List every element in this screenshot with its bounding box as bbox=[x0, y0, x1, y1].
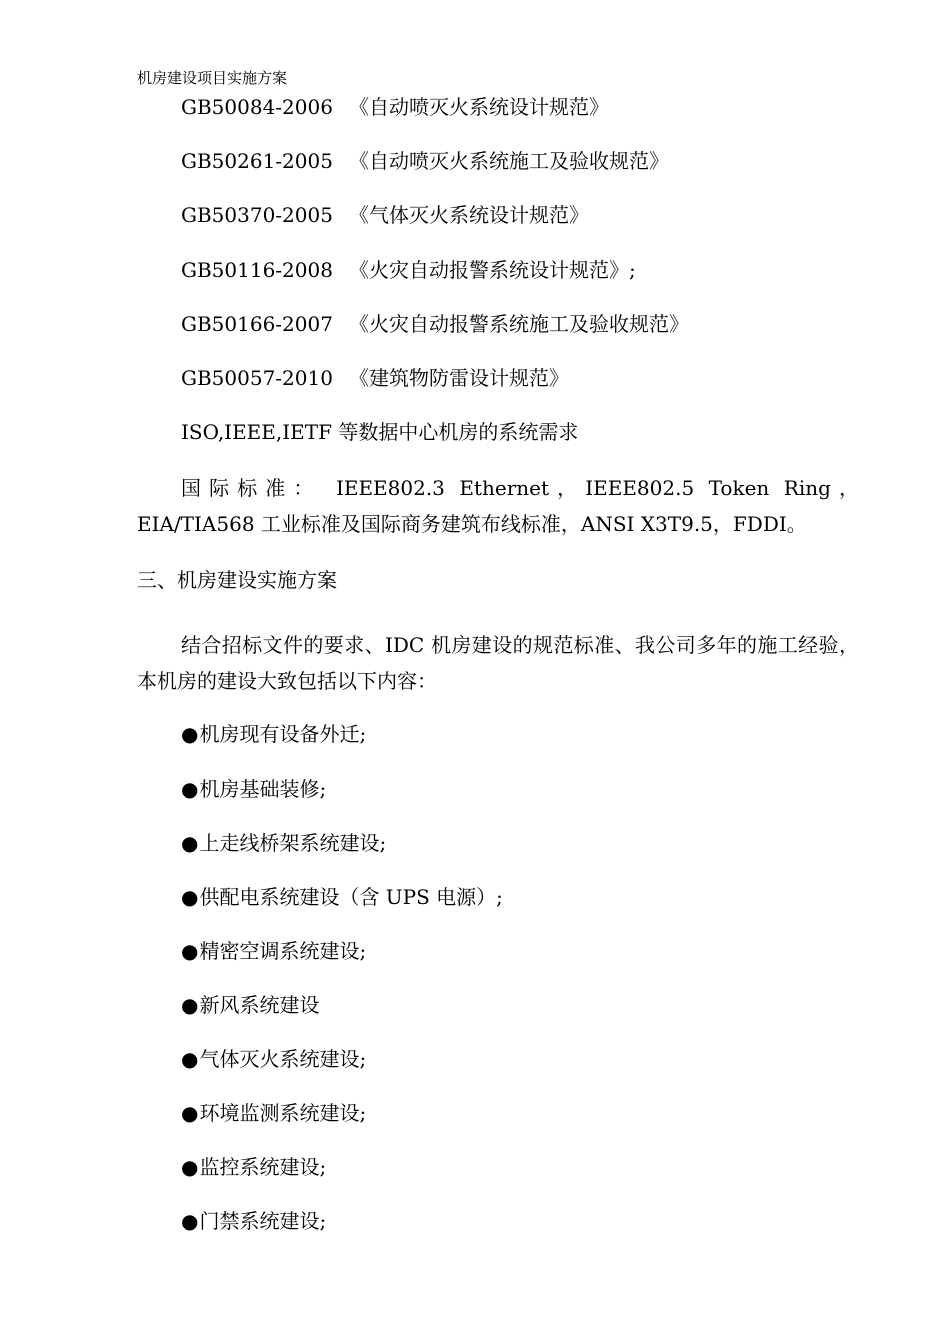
bullet-icon: ● bbox=[181, 777, 199, 801]
list-item-text: 门禁系统建设; bbox=[199, 1209, 327, 1233]
list-item-text: 供配电系统建设（含 UPS 电源）; bbox=[199, 885, 503, 909]
standard-item bbox=[181, 256, 636, 284]
list-item bbox=[181, 1045, 366, 1073]
list-item-text: 上走线桥架系统建设; bbox=[199, 831, 387, 855]
bullet-icon: ● bbox=[181, 993, 199, 1017]
standard-code: GB50084-2006 bbox=[181, 95, 333, 119]
list-item bbox=[181, 937, 366, 965]
list-item-text: 精密空调系统建设; bbox=[199, 939, 367, 963]
standard-title: 《火灾自动报警系统施工及验收规范》 bbox=[349, 312, 689, 336]
list-item-text: 新风系统建设 bbox=[199, 993, 320, 1017]
standard-item bbox=[181, 93, 609, 121]
standard-title: 《建筑物防雷设计规范》 bbox=[349, 366, 569, 390]
standard-code: GB50116-2008 bbox=[181, 258, 333, 282]
standard-title: 《火灾自动报警系统设计规范》; bbox=[349, 258, 636, 282]
bullet-icon: ● bbox=[181, 1155, 199, 1179]
list-item-text: 环境监测系统建设; bbox=[199, 1101, 367, 1125]
standard-item bbox=[181, 147, 669, 175]
section-heading: 三、机房建设实施方案 bbox=[137, 568, 337, 592]
standard-code: GB50370-2005 bbox=[181, 203, 333, 227]
list-item bbox=[181, 775, 326, 803]
standard-item bbox=[181, 364, 569, 392]
standard-item bbox=[181, 201, 589, 229]
list-item-text: 气体灭火系统建设; bbox=[199, 1047, 367, 1071]
list-item-text: 机房现有设备外迁; bbox=[199, 722, 367, 746]
bullet-icon: ● bbox=[181, 885, 199, 909]
standard-code: GB50057-2010 bbox=[181, 366, 333, 390]
page-header: 机房建设项目实施方案 bbox=[137, 69, 288, 87]
standard-code: GB50166-2007 bbox=[181, 312, 333, 336]
iso-requirements-line: ISO,IEEE,IETF 等数据中心机房的系统需求 bbox=[181, 420, 579, 444]
list-item bbox=[181, 991, 319, 1019]
intro-paragraph: 结合招标文件的要求、IDC 机房建设的规范标准、我公司多年的施工经验，本机房的建设大致包括以下内容： bbox=[137, 633, 859, 693]
international-standards-paragraph: 国际标准： IEEE802.3 Ethernet，IEEE802.5 Token Ring，EIA/TIA568 工业标准及国际商务建筑布线标准，ANSI X3T9.5，FDDI。 bbox=[137, 476, 859, 536]
standard-title: 《自动喷灭火系统施工及验收规范》 bbox=[349, 149, 669, 173]
bullet-icon: ● bbox=[181, 1047, 199, 1071]
bullet-icon: ● bbox=[181, 1101, 199, 1125]
bullet-icon: ● bbox=[181, 722, 199, 746]
bullet-icon: ● bbox=[181, 939, 199, 963]
standard-title: 《自动喷灭火系统设计规范》 bbox=[349, 95, 609, 119]
list-item bbox=[181, 883, 503, 911]
standard-item bbox=[181, 310, 689, 338]
list-item bbox=[181, 720, 366, 748]
list-item bbox=[181, 1207, 326, 1235]
list-item bbox=[181, 1099, 366, 1127]
bullet-icon: ● bbox=[181, 831, 199, 855]
list-item-text: 监控系统建设; bbox=[199, 1155, 327, 1179]
list-item-text: 机房基础装修; bbox=[199, 777, 327, 801]
standard-code: GB50261-2005 bbox=[181, 149, 333, 173]
list-item bbox=[181, 1153, 326, 1181]
bullet-icon: ● bbox=[181, 1209, 199, 1233]
list-item bbox=[181, 829, 386, 857]
standard-title: 《气体灭火系统设计规范》 bbox=[349, 203, 589, 227]
